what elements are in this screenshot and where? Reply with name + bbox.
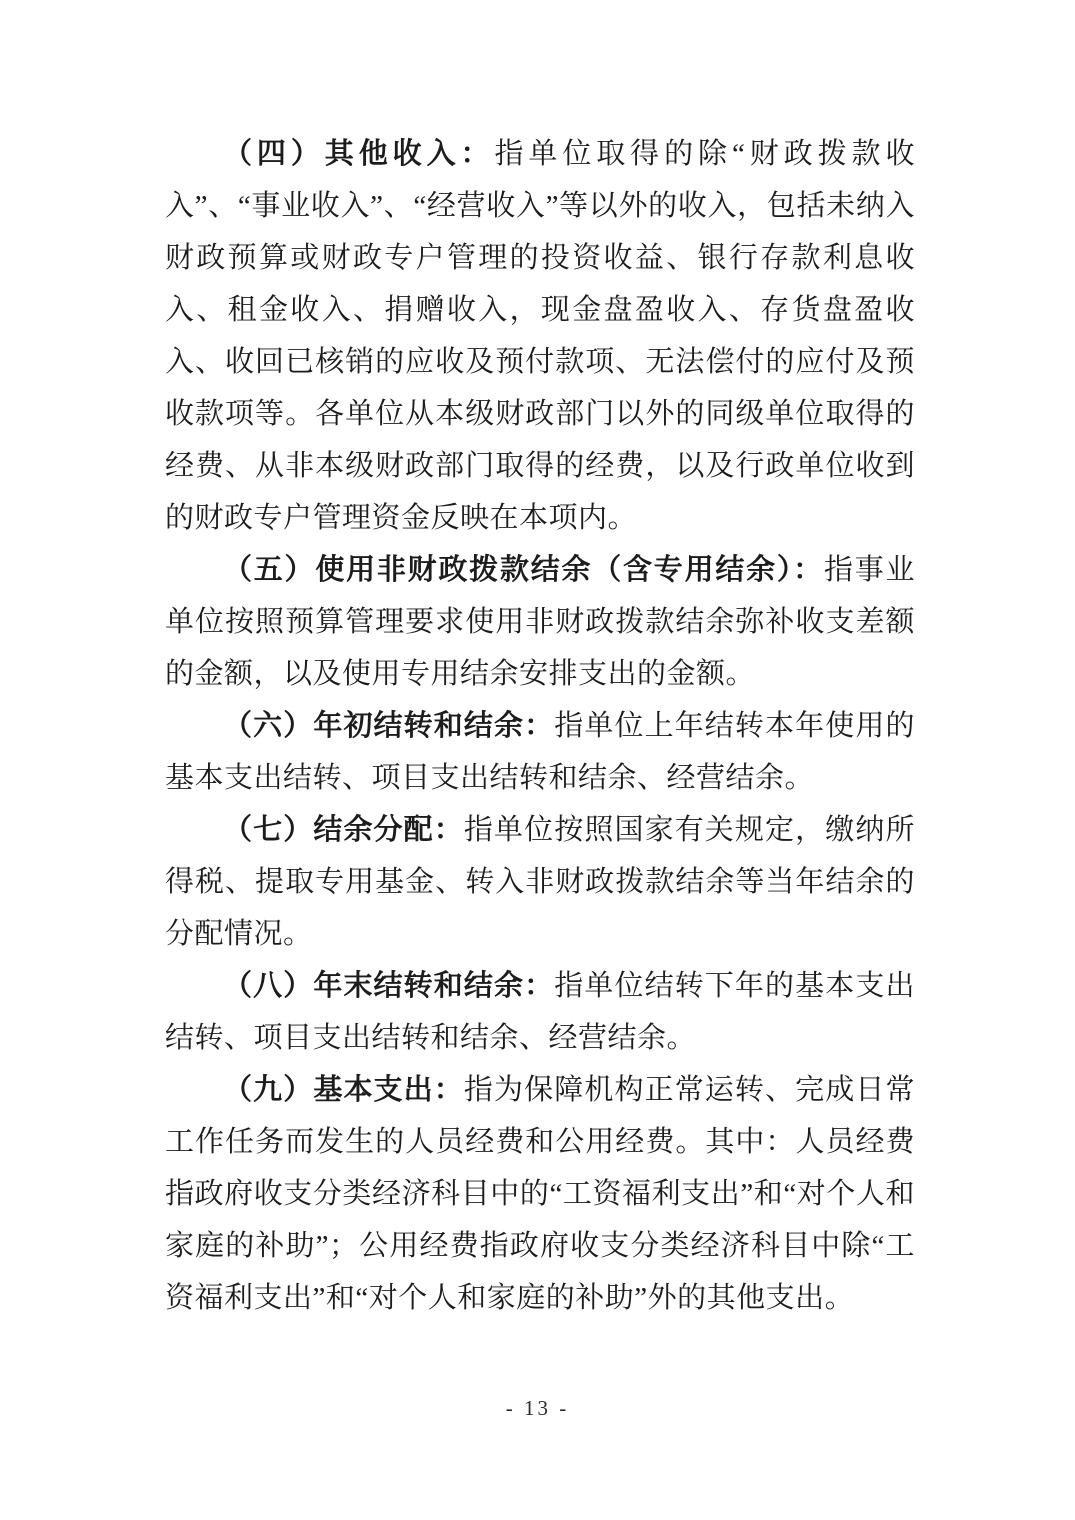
paragraph-heading: （六）年初结转和结余： bbox=[223, 710, 555, 742]
document-body bbox=[165, 128, 915, 1324]
paragraph-text: 指单位取得的除“财政拨款收入”、“事业收入”、“经营收入”等以外的收入，包括未纳入财政预算或财政专户管理的投资收益、银行存款利息收入、租金收入、捐赠收入，现金盘盈收入、存货盘盈收入、收回已核销的应收及预付款项、无法偿付的应付及预收款项等。各单位从本级财政部门以外的同级单位取得的经费、从非本级财政部门取得的经费，以及行政单位收到的财政专户管理资金反映在本项内。 bbox=[165, 138, 915, 534]
paragraph-heading: （四）其他收入： bbox=[223, 138, 495, 170]
definition-paragraph-year-end-carryover bbox=[165, 960, 915, 1064]
paragraph-text: 指单位按照国家有关规定，缴纳所得税、提取专用基金、转入非财政拨款结余等当年结余的分配情况。 bbox=[165, 814, 915, 950]
definition-paragraph-year-begin-carryover bbox=[165, 700, 915, 804]
paragraph-heading: （七）结余分配： bbox=[223, 814, 464, 846]
paragraph-text: 指单位结转下年的基本支出结转、项目支出结转和结余、经营结余。 bbox=[165, 970, 915, 1054]
paragraph-text: 指事业单位按照预算管理要求使用非财政拨款结余弥补收支差额的金额，以及使用专用结余安排支出的金额。 bbox=[165, 554, 915, 690]
definition-paragraph-non-fiscal-carryover-use bbox=[165, 544, 915, 700]
definition-paragraph-basic-expenditure bbox=[165, 1064, 915, 1324]
paragraph-text: 指单位上年结转本年使用的基本支出结转、项目支出结转和结余、经营结余。 bbox=[165, 710, 915, 794]
definition-paragraph-surplus-distribution bbox=[165, 804, 915, 960]
paragraph-heading: （五）使用非财政拨款结余（含专用结余）： bbox=[223, 554, 824, 586]
paragraph-text: 指为保障机构正常运转、完成日常工作任务而发生的人员经费和公用经费。其中：人员经费指政府收支分类经济科目中的“工资福利支出”和“对个人和家庭的补助”；公用经费指政府收支分类经济科目中除“工资福利支出”和“对个人和家庭的补助”外的其他支出。 bbox=[165, 1074, 915, 1314]
definition-paragraph-other-income bbox=[165, 128, 915, 544]
paragraph-heading: （八）年末结转和结余： bbox=[223, 970, 555, 1002]
paragraph-heading: （九）基本支出： bbox=[223, 1074, 464, 1106]
page-number: - 13 - bbox=[505, 1396, 570, 1420]
